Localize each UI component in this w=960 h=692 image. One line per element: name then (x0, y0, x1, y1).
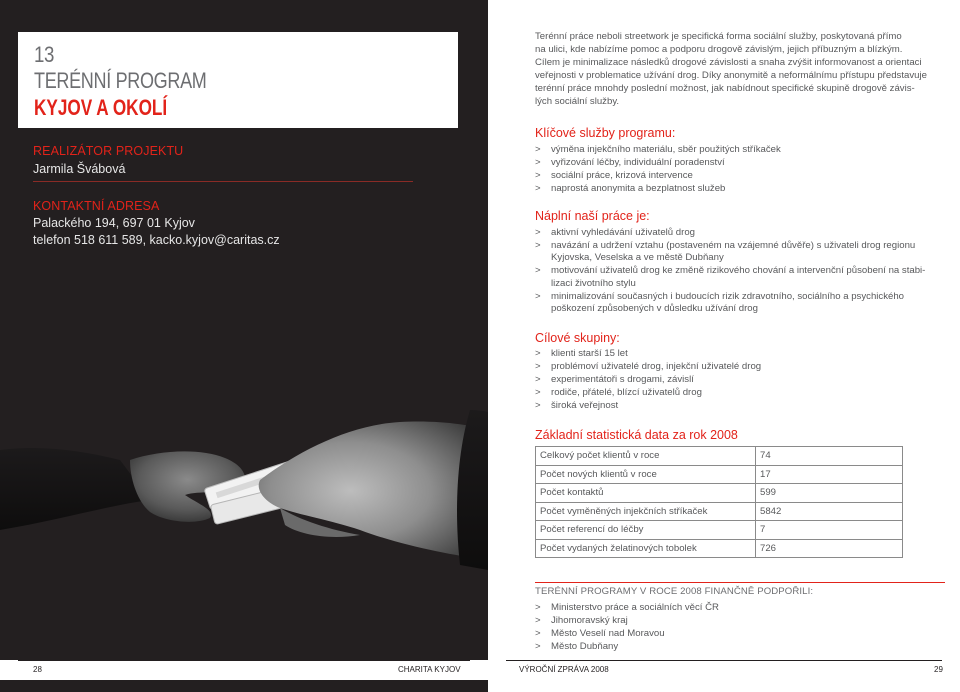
stat-label: Celkový počet klientů v roce (536, 447, 756, 466)
list-item: > experimentátoři s drogami, závislí (535, 373, 694, 385)
stat-label: Počet nových klientů v roce (536, 465, 756, 484)
list-item: > vyřizování léčby, individuální poradenství (535, 156, 725, 168)
bullet-marker: > (535, 182, 541, 194)
list-item: > Jihomoravský kraj (535, 614, 628, 626)
realizator-label: REALIZÁTOR PROJEKTU (33, 144, 184, 158)
realizator-name: Jarmila Švábová (33, 162, 126, 176)
table-row (536, 484, 903, 503)
contact-label: KONTAKTNÍ ADRESA (33, 199, 160, 213)
bullet-marker: > (535, 265, 541, 277)
stat-label: Počet referencí do léčby (536, 521, 756, 540)
sponsor-heading: TERÉNNÍ PROGRAMY V ROCE 2008 FINANČNĚ PODPOŘILI: (535, 586, 814, 597)
stat-label: Počet kontaktů (536, 484, 756, 503)
contact-phone-email: telefon 518 611 589, kacko.kyjov@caritas.cz (33, 233, 280, 247)
footer-title-left: CHARITA KYJOV (398, 665, 461, 674)
list-item: > klienti starší 15 let (535, 348, 628, 359)
target-list (535, 348, 955, 413)
stat-value: 7 (756, 521, 903, 540)
bullet-marker: > (535, 169, 541, 181)
list-item: > výměna injekčního materiálu, sběr použitých stříkaček (535, 144, 781, 155)
intro-line: Terénní práce neboli streetwork je specifická forma sociální služby, poskytovaná přímo (535, 31, 902, 42)
bullet-marker: > (535, 239, 541, 251)
left-footer (0, 660, 488, 680)
list-item: > sociální práce, krizová intervence (535, 169, 693, 181)
bullet-marker: > (535, 373, 541, 385)
table-row (536, 502, 903, 521)
list-item: > rodiče, přátelé, blízcí uživatelů drog (535, 386, 702, 398)
bullet-marker: > (535, 360, 541, 372)
list-item: > naprostá anonymita a bezplatnost služeb (535, 182, 726, 194)
stats-heading: Základní statistická data za rok 2008 (535, 428, 738, 442)
list-item: > Město Veselí nad Moravou (535, 627, 665, 639)
left-divider (33, 181, 413, 182)
list-item: > navázání a udržení vztahu (postaveném na vzájemné důvěře) s uživateli drog regionu Kyjovska, Veselska a ve městě Dubňany (535, 239, 916, 264)
stat-value: 5842 (756, 502, 903, 521)
table-row (536, 539, 903, 558)
chapter-number: 13 (34, 42, 55, 67)
stat-value: 726 (756, 539, 903, 558)
program-place: KYJOV A OKOLÍ (34, 95, 168, 120)
bullet-marker: > (535, 144, 541, 155)
list-item: > motivování uživatelů drog ke změně rizikového chování a intervenční působení na stabi- lizaci životního stylu (535, 265, 926, 289)
stat-label: Počet vydaných želatinových tobolek (536, 539, 756, 558)
page-number-right: 29 (934, 665, 943, 674)
intro-paragraph (535, 30, 955, 108)
target-heading: Cílové skupiny: (535, 331, 620, 345)
list-item: > Ministerstvo práce a sociálních věcí ČR (535, 602, 719, 613)
contact-address: Palackého 194, 697 01 Kyjov (33, 216, 195, 230)
list-item: > aktivní vyhledávání uživatelů drog (535, 227, 695, 238)
sponsor-list (535, 602, 955, 654)
bullet-marker: > (535, 602, 541, 613)
sponsor-rule (535, 582, 945, 583)
stat-value: 17 (756, 465, 903, 484)
work-list (535, 227, 955, 316)
list-item: > Město Dubňany (535, 640, 619, 652)
stat-value: 74 (756, 447, 903, 466)
program-title: TERÉNNÍ PROGRAM (34, 68, 207, 93)
stat-label: Počet vyměněných injekčních stříkaček (536, 502, 756, 521)
list-item: > problémoví uživatelé drog, injekční uživatelé drog (535, 360, 762, 372)
bullet-marker: > (535, 156, 541, 168)
intro-line: veřejnosti v problematice užívání drog. Díky anonymitě a neformálnímu přístupu představuje (535, 70, 927, 81)
footer-rule (506, 660, 942, 661)
table-row (536, 465, 903, 484)
bullet-marker: > (535, 348, 541, 359)
table-row (536, 447, 903, 466)
services-list (535, 144, 955, 196)
table-row (536, 521, 903, 540)
stats-table (535, 446, 903, 558)
bullet-marker: > (535, 386, 541, 398)
intro-line: terénní práce mnohdy poslední možnost, jak nabídnout specifické skupině drogově závis- (535, 83, 915, 94)
bullet-marker: > (535, 614, 541, 626)
bullet-marker: > (535, 640, 541, 652)
list-item: > široká veřejnost (535, 399, 619, 411)
bullet-marker: > (535, 290, 541, 302)
bullet-marker: > (535, 227, 541, 238)
stat-value: 599 (756, 484, 903, 503)
hands-photo (0, 330, 488, 630)
services-heading: Klíčové služby programu: (535, 126, 676, 140)
intro-line: Cílem je minimalizace následků drogové závislosti a snaha zvýšit informovanost a orientaci (535, 57, 922, 68)
work-heading: Náplní naší práce je: (535, 209, 650, 223)
title-box (18, 32, 458, 128)
bullet-marker: > (535, 399, 541, 411)
footer-rule (18, 660, 470, 661)
page-number-left: 28 (33, 665, 42, 674)
right-page (488, 0, 960, 692)
footer-title-right: VÝROČNÍ ZPRÁVA 2008 (519, 665, 609, 674)
list-item: > minimalizování současných i budoucích rizik zdravotního, sociálního a psychického poškození způsobených v důsledku užívání drog (535, 290, 905, 314)
intro-line: lých sociální služby. (535, 96, 620, 107)
bullet-marker: > (535, 627, 541, 639)
intro-line: na ulici, kde nabízíme pomoc a podporu drogově závislým, jejich příbuzným a blízkým. (535, 44, 903, 55)
